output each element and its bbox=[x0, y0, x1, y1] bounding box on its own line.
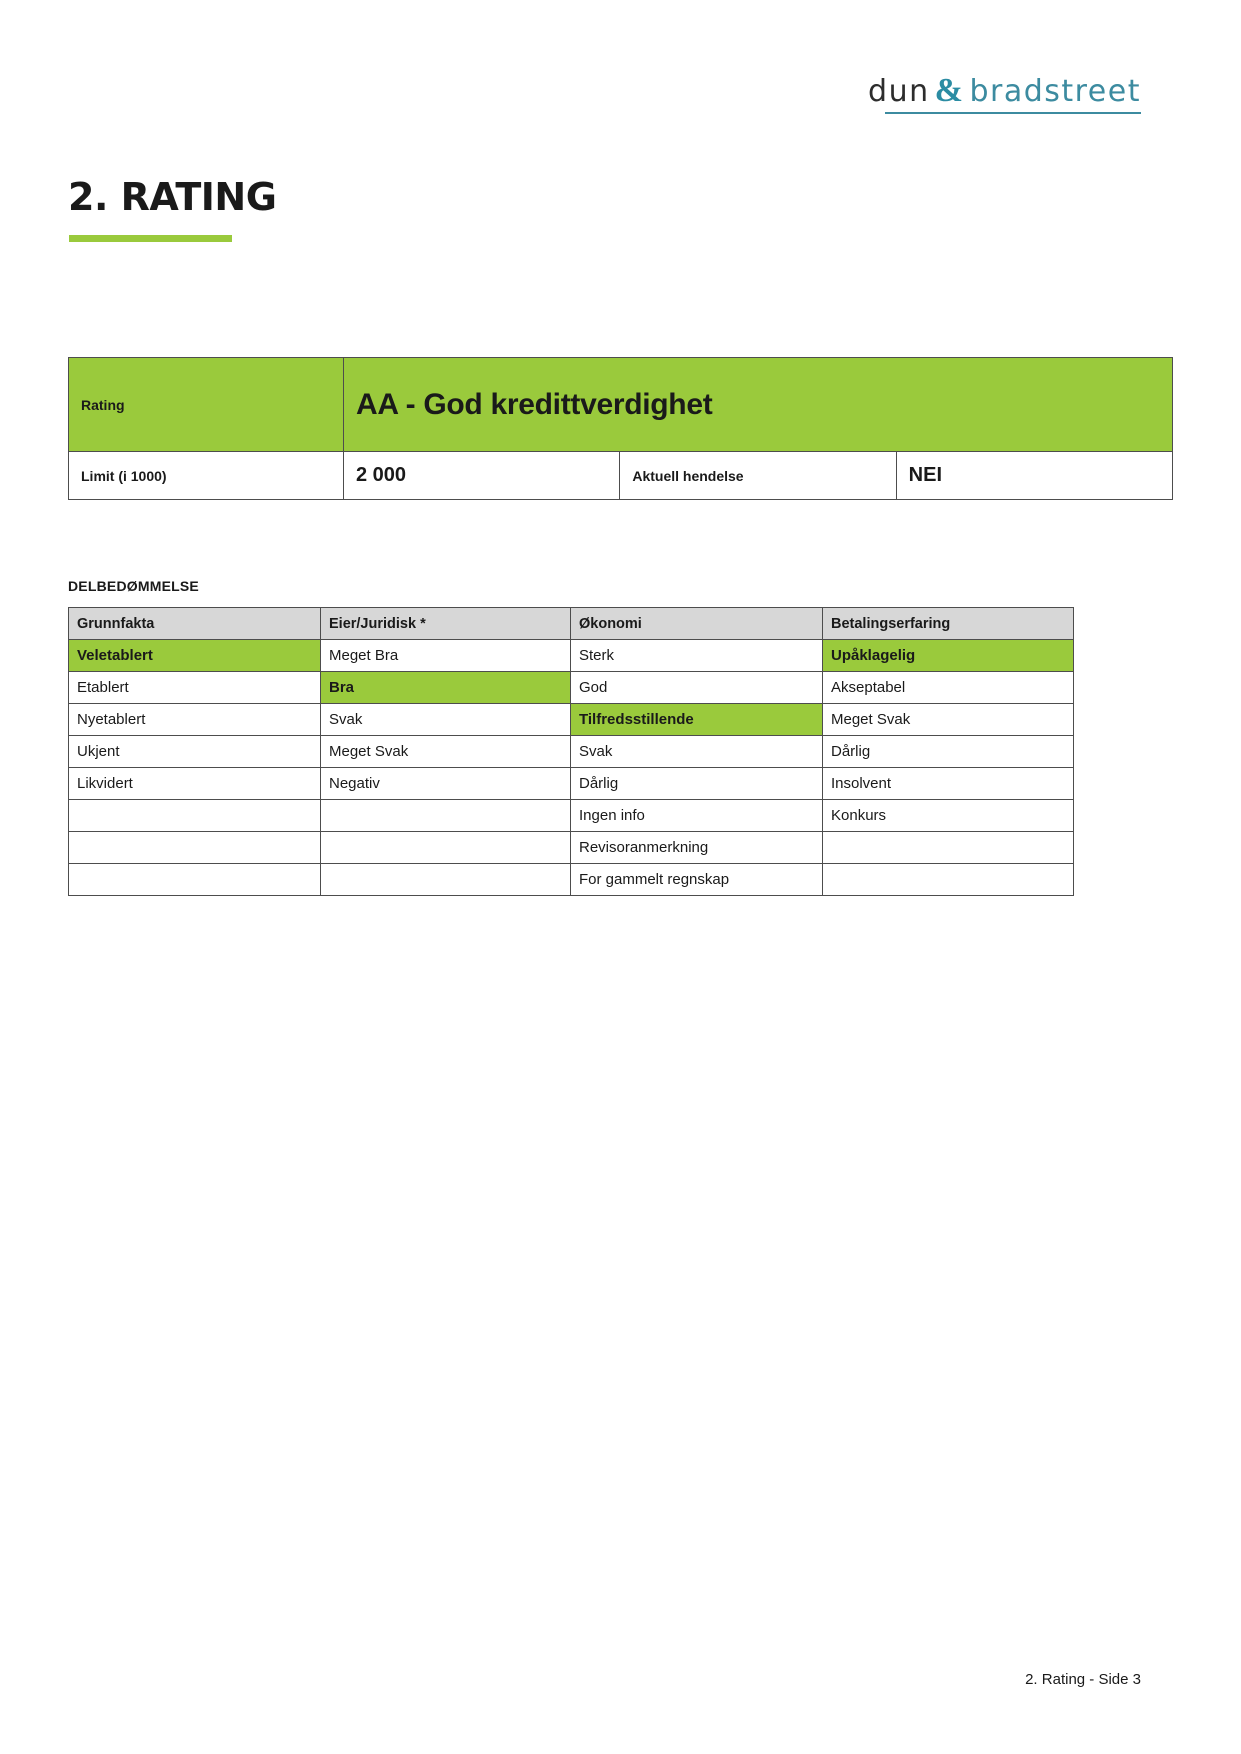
table-cell: Dårlig bbox=[823, 736, 1074, 768]
table-cell-empty bbox=[321, 800, 571, 832]
table-row bbox=[69, 358, 1173, 452]
table-cell-empty bbox=[69, 800, 321, 832]
table-cell: Etablert bbox=[69, 672, 321, 704]
dun-bradstreet-logo bbox=[868, 72, 1141, 110]
table-row bbox=[69, 864, 1074, 896]
table-row bbox=[69, 832, 1074, 864]
table-cell: Veletablert bbox=[69, 640, 321, 672]
page-footer: 2. Rating - Side 3 bbox=[1025, 1671, 1141, 1688]
limit-value: 2 000 bbox=[344, 452, 620, 500]
table-cell: Svak bbox=[321, 704, 571, 736]
table-cell-empty bbox=[321, 864, 571, 896]
table-cell-empty bbox=[69, 864, 321, 896]
table-cell-empty bbox=[69, 832, 321, 864]
table-row bbox=[69, 452, 1173, 500]
event-value: NEI bbox=[896, 452, 1172, 500]
table-row bbox=[69, 768, 1074, 800]
column-header-okonomi: Økonomi bbox=[571, 608, 823, 640]
limit-label: Limit (i 1000) bbox=[69, 452, 344, 500]
table-cell-empty bbox=[321, 832, 571, 864]
table-cell: Tilfredsstillende bbox=[571, 704, 823, 736]
table-cell: Upåklagelig bbox=[823, 640, 1074, 672]
table-cell: Dårlig bbox=[571, 768, 823, 800]
table-cell: Svak bbox=[571, 736, 823, 768]
logo-underline bbox=[885, 112, 1141, 114]
column-header-grunnfakta: Grunnfakta bbox=[69, 608, 321, 640]
table-cell: Likvidert bbox=[69, 768, 321, 800]
subassessment-table bbox=[68, 607, 1074, 896]
table-cell: Sterk bbox=[571, 640, 823, 672]
column-header-betalingserfaring: Betalingserfaring bbox=[823, 608, 1074, 640]
logo-word-dun: dun bbox=[868, 74, 930, 109]
table-cell: Ingen info bbox=[571, 800, 823, 832]
page-title: 2. RATING bbox=[68, 175, 277, 219]
logo-word-bradstreet: bradstreet bbox=[969, 74, 1141, 109]
table-cell: Konkurs bbox=[823, 800, 1074, 832]
event-label: Aktuell hendelse bbox=[620, 452, 896, 500]
table-row bbox=[69, 704, 1074, 736]
table-cell: For gammelt regnskap bbox=[571, 864, 823, 896]
table-cell: Bra bbox=[321, 672, 571, 704]
table-cell: Meget Svak bbox=[321, 736, 571, 768]
column-header-eier-juridisk: Eier/Juridisk * bbox=[321, 608, 571, 640]
logo-ampersand-icon: & bbox=[934, 72, 965, 109]
table-cell-empty bbox=[823, 864, 1074, 896]
table-cell: Ukjent bbox=[69, 736, 321, 768]
table-row bbox=[69, 736, 1074, 768]
table-cell: Meget Bra bbox=[321, 640, 571, 672]
table-cell-empty bbox=[823, 832, 1074, 864]
table-cell: Nyetablert bbox=[69, 704, 321, 736]
table-cell: Revisoranmerkning bbox=[571, 832, 823, 864]
table-header-row bbox=[69, 608, 1074, 640]
title-accent-rule bbox=[69, 235, 232, 242]
table-row bbox=[69, 672, 1074, 704]
table-cell: God bbox=[571, 672, 823, 704]
table-row bbox=[69, 640, 1074, 672]
table-cell: Negativ bbox=[321, 768, 571, 800]
rating-value: AA - God kredittverdighet bbox=[344, 358, 1173, 452]
rating-summary-table bbox=[68, 357, 1173, 500]
rating-label: Rating bbox=[69, 358, 344, 452]
table-row bbox=[69, 800, 1074, 832]
subassessment-heading: DELBEDØMMELSE bbox=[68, 578, 199, 594]
table-cell: Meget Svak bbox=[823, 704, 1074, 736]
table-cell: Akseptabel bbox=[823, 672, 1074, 704]
subassessment-body bbox=[69, 640, 1074, 896]
table-cell: Insolvent bbox=[823, 768, 1074, 800]
